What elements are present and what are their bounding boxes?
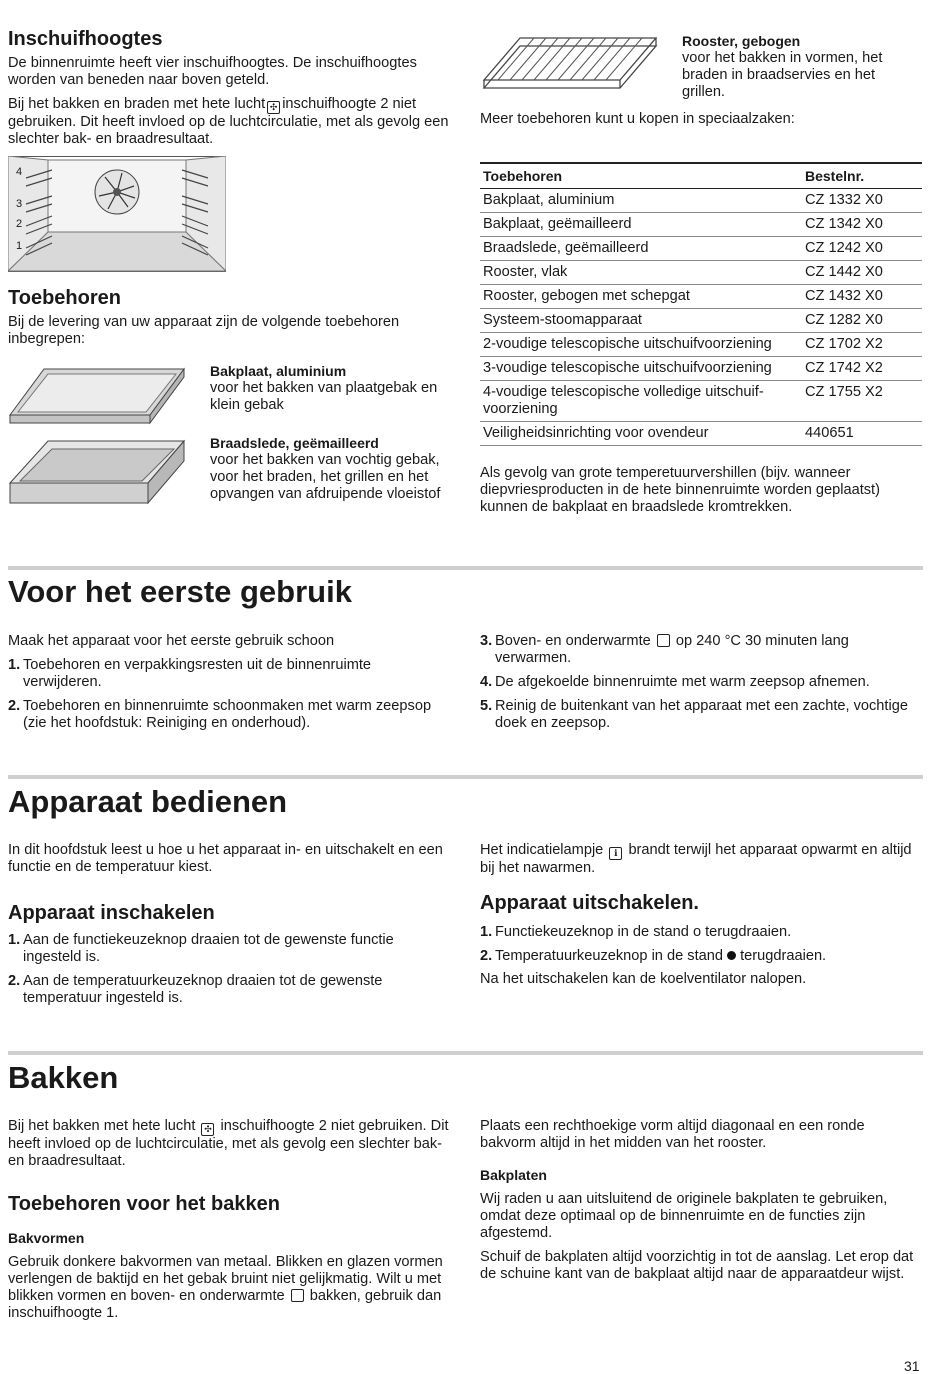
accessory-desc-roasting-pan: voor het bakken van vochtig gebak, voor het braden, het grillen en het opvangen van afdruipende vloeistof — [210, 452, 441, 502]
table-cell-accessory: Bakplaat, geëmailleerd — [480, 213, 802, 237]
level-label-2: 2 — [16, 218, 23, 230]
top-bottom-heat-icon — [657, 634, 670, 647]
inschuifhoogtes-paragraph-1: De binnenruimte heeft vier inschuifhoogtes. De inschuifhoogtes worden van beneden naar boven geteld. — [8, 55, 417, 88]
list-item — [8, 932, 448, 966]
switch-off-steps — [480, 924, 920, 965]
table-cell-order-number: CZ 1342 X0 — [802, 213, 922, 237]
step-number: 1. — [8, 657, 21, 673]
baking-tins-text — [8, 1254, 453, 1322]
table-header-accessory: Toebehoren — [480, 163, 802, 189]
baking-accessories-heading: Toebehoren voor het bakken — [8, 1193, 280, 1215]
table-cell-accessory: 4-voudige telescopische volledige uitschuif-voorziening — [480, 381, 802, 422]
switch-on-heading: Apparaat inschakelen — [8, 902, 215, 924]
table-cell-order-number: CZ 1282 X0 — [802, 309, 922, 333]
accessory-title-roasting-pan: Braadslede, geëmailleerd — [210, 435, 379, 451]
table-cell-order-number: CZ 1332 X0 — [802, 189, 922, 213]
step-text: Aan de temperatuurkeuzeknop draaien tot de gewenste temperatuur ingesteld is. — [23, 973, 383, 1006]
top-bottom-heat-icon — [291, 1289, 304, 1302]
table-cell-accessory: Systeem-stoomapparaat — [480, 309, 802, 333]
table-cell-order-number: CZ 1755 X2 — [802, 381, 922, 422]
list-item — [480, 674, 920, 691]
toebehoren-intro: Bij de levering van uw apparaat zijn de volgende toebehoren inbegrepen: — [8, 314, 400, 347]
cooling-fan-note: Na het uitschakelen kan de koelventilator nalopen. — [480, 971, 807, 987]
hot-air-icon: ✣ — [267, 101, 280, 114]
step-text: Reinig de buitenkant van het apparaat met een zachte, vochtige doek en zeepsop. — [495, 698, 908, 731]
list-item — [480, 948, 920, 965]
inschuifhoogtes-heading: Inschuifhoogtes — [8, 28, 163, 50]
table-cell-order-number: CZ 1742 X2 — [802, 357, 922, 381]
operating-heading: Apparaat bedienen — [8, 784, 288, 819]
table-cell-accessory: Veiligheidsinrichting voor ovendeur — [480, 422, 802, 446]
indicator-lamp-text-part-1: Het indicatielampje — [480, 842, 604, 858]
table-cell-order-number: CZ 1432 X0 — [802, 285, 922, 309]
step-number: 2. — [8, 698, 21, 714]
step-number: 1. — [480, 924, 493, 940]
first-use-steps-right — [480, 633, 920, 732]
table-row — [480, 309, 922, 333]
step-number: 4. — [480, 674, 493, 690]
baking-tins-heading: Bakvormen — [8, 1230, 85, 1246]
indicator-lamp-text — [480, 842, 922, 877]
tin-placement-text: Plaats een rechthoekige vorm altijd diagonaal en een ronde bakvorm altijd in het midden van het rooster. — [480, 1118, 865, 1151]
baking-trays-paragraph-1: Wij raden u aan uitsluitend de originele bakplaten te gebruiken, omdat deze optimaal op de binnenruimte en de functies zijn afgestemd. — [480, 1191, 888, 1241]
section-divider — [8, 775, 923, 779]
baking-intro — [8, 1118, 453, 1170]
operating-intro: In dit hoofdstuk leest u hoe u het apparaat in- en uitschakelt en een functie en de temperatuur kiest. — [8, 842, 443, 875]
step-number: 5. — [480, 698, 493, 714]
switch-off-heading: Apparaat uitschakelen. — [480, 892, 699, 914]
accessory-desc-curved-rack: voor het bakken in vormen, het braden in braadservies en het grillen. — [682, 50, 883, 100]
accessory-desc-aluminium-tray: voor het bakken van plaatgebak en klein gebak — [210, 380, 438, 413]
table-header-row — [480, 163, 922, 189]
roasting-pan-illustration — [8, 437, 186, 513]
baking-intro-part-1: Bij het bakken met hete lucht — [8, 1118, 196, 1134]
inschuifhoogtes-paragraph-2-part-1: Bij het bakken en braden met hete lucht — [8, 96, 266, 112]
table-cell-accessory: Braadslede, geëmailleerd — [480, 237, 802, 261]
table-row — [480, 189, 922, 213]
table-row — [480, 357, 922, 381]
table-cell-accessory: Bakplaat, aluminium — [480, 189, 802, 213]
step-text: Functiekeuzeknop in de stand o terugdraaien. — [495, 924, 792, 940]
list-item — [8, 657, 448, 691]
first-use-intro: Maak het apparaat voor het eerste gebruik schoon — [8, 633, 335, 649]
baking-tray-illustration — [8, 365, 186, 427]
table-cell-accessory: Rooster, gebogen met schepgat — [480, 285, 802, 309]
accessories-order-table — [480, 162, 922, 446]
list-item — [480, 633, 920, 667]
table-cell-accessory: 3-voudige telescopische uitschuifvoorziening — [480, 357, 802, 381]
table-row — [480, 422, 922, 446]
step-text: Aan de functiekeuzeknop draaien tot de gewenste functie ingesteld is. — [23, 932, 394, 965]
more-accessories-text: Meer toebehoren kunt u kopen in speciaalzaken: — [480, 111, 795, 127]
baking-trays-heading: Bakplaten — [480, 1167, 547, 1183]
table-cell-accessory: Rooster, vlak — [480, 261, 802, 285]
table-row — [480, 285, 922, 309]
table-row — [480, 213, 922, 237]
level-label-3: 3 — [16, 198, 23, 210]
curved-rack-illustration — [480, 32, 660, 102]
step-text: terugdraaien. — [740, 948, 827, 964]
toebehoren-heading: Toebehoren — [8, 287, 121, 309]
baking-trays-paragraph-2: Schuif de bakplaten altijd voorzichtig in tot de aanslag. Let erop dat de schuine kant van de bakplaat altijd naar de apparaatdeur wijst. — [480, 1249, 914, 1282]
table-row — [480, 237, 922, 261]
baking-tins-text-part-1: Gebruik donkere bakvormen van metaal. Blikken en glazen vormen verlengen de baktijd en het gebak bruint niet gelijkmatig. Wilt u met blikken vormen en boven- en onderwarmte — [8, 1254, 443, 1304]
thermometer-icon: ℹ — [609, 847, 622, 860]
inschuifhoogtes-paragraph-2-part-2: inschuifhoogte 2 niet gebruiken. Dit heeft invloed op de luchtcirculatie, met als gevolg een slechter bak- en braadresultaat. — [8, 96, 449, 147]
inschuifhoogtes-paragraph-2 — [8, 96, 453, 148]
step-number: 3. — [480, 633, 493, 649]
indicator-lamp-text-part-2: brandt terwijl het apparaat opwarmt en altijd bij het nawarmen. — [480, 842, 912, 876]
table-cell-order-number: CZ 1442 X0 — [802, 261, 922, 285]
first-use-steps-left — [8, 657, 448, 732]
step-number: 2. — [8, 973, 21, 989]
accessory-title-aluminium-tray: Bakplaat, aluminium — [210, 363, 347, 379]
table-cell-order-number: CZ 1702 X2 — [802, 333, 922, 357]
first-use-heading: Voor het eerste gebruik — [8, 574, 352, 609]
accessory-title-curved-rack: Rooster, gebogen — [682, 33, 801, 49]
table-row — [480, 261, 922, 285]
table-row — [480, 381, 922, 422]
step-number: 2. — [480, 948, 493, 964]
hot-air-icon: ✣ — [201, 1123, 214, 1136]
table-header-order-number: Bestelnr. — [802, 163, 922, 189]
baking-heading: Bakken — [8, 1060, 119, 1095]
list-item — [480, 698, 920, 732]
step-number: 1. — [8, 932, 21, 948]
step-text: Boven- en onderwarmte — [495, 633, 651, 649]
table-cell-order-number: 440651 — [802, 422, 922, 446]
section-divider — [8, 1051, 923, 1055]
step-text: Temperatuurkeuzeknop in de stand — [495, 948, 723, 964]
level-label-4: 4 — [16, 166, 23, 178]
step-text: Toebehoren en verpakkingsresten uit de binnenruimte verwijderen. — [23, 657, 372, 690]
step-text: De afgekoelde binnenruimte met warm zeepsop afnemen. — [495, 674, 870, 690]
oven-interior-illustration — [8, 156, 226, 272]
list-item — [480, 924, 920, 941]
page-number: 31 — [904, 1358, 920, 1374]
switch-on-steps — [8, 932, 448, 1007]
warping-warning: Als gevolg van grote temperetuurvershillen (bijv. wanneer diepvriesproducten in de hete binnenruimte worden geplaatst) kunnen de bakplaat en braadslede kromtrekken. — [480, 465, 880, 515]
off-dot-icon — [727, 951, 736, 960]
list-item — [8, 698, 448, 732]
level-label-1: 1 — [16, 240, 23, 252]
table-cell-accessory: 2-voudige telescopische uitschuifvoorziening — [480, 333, 802, 357]
list-item — [8, 973, 448, 1007]
table-row — [480, 333, 922, 357]
table-cell-order-number: CZ 1242 X0 — [802, 237, 922, 261]
baking-intro-part-2: inschuifhoogte 2 niet gebruiken. Dit heeft invloed op de luchtcirculatie, met als gevolg een slechter bak- en braadresultaat. — [8, 1118, 449, 1169]
baking-tins-text-part-2: bakken, gebruik dan inschuifhoogte 1. — [8, 1288, 442, 1321]
step-text: op 240 °C 30 minuten lang verwarmen. — [495, 633, 849, 666]
step-text: Toebehoren en binnenruimte schoonmaken met warm zeepsop (zie het hoofdstuk: Reiniging en onderhoud). — [23, 698, 432, 731]
section-divider — [8, 566, 923, 570]
